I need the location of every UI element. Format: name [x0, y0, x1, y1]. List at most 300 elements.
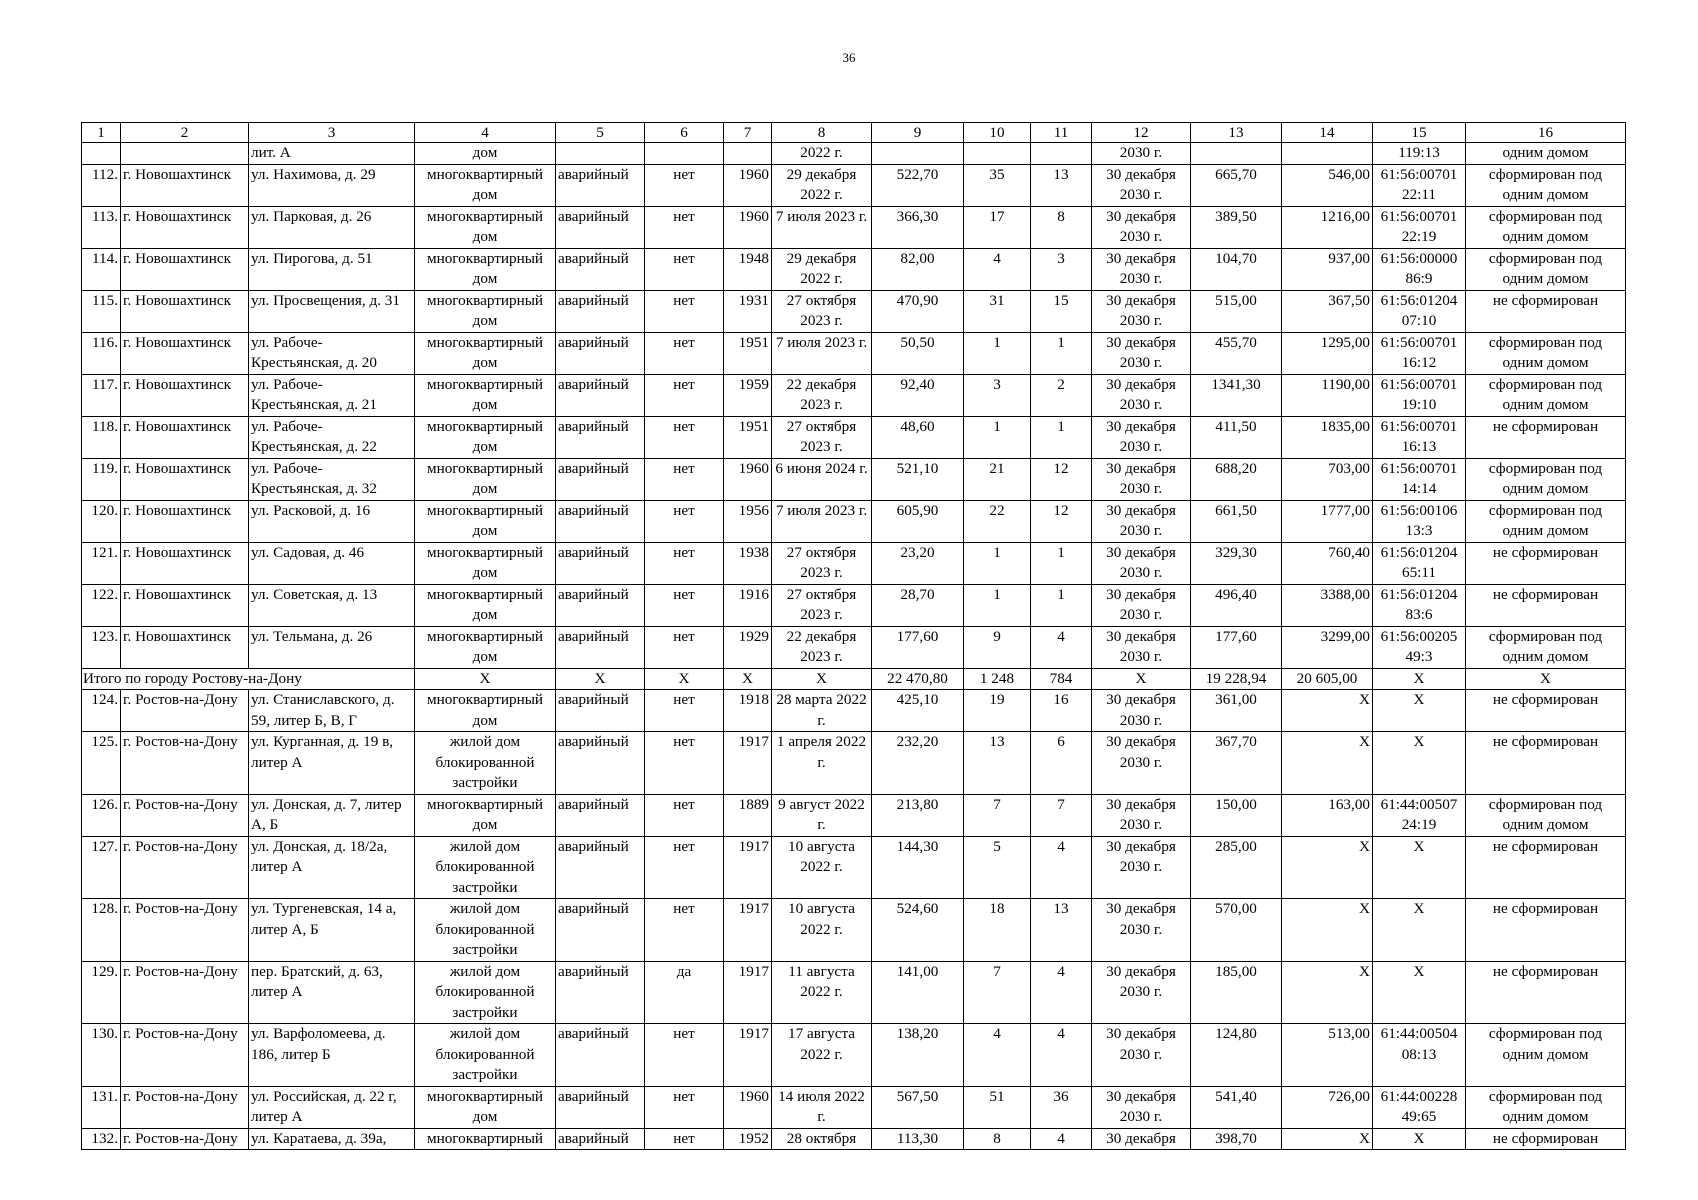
recognition-date: 17 августа 2022 г.	[772, 1024, 872, 1087]
subtotal-label: Итого по городу Ростову-на-Дону	[82, 668, 415, 690]
recognition-date: 28 октября	[772, 1128, 872, 1150]
subtotal-value: Х	[645, 668, 724, 690]
flats: 13	[1031, 164, 1092, 206]
land-status: сформирован под одним домом	[1466, 164, 1626, 206]
flats: 3	[1031, 248, 1092, 290]
residents: 5	[964, 836, 1031, 899]
flats: 1	[1031, 416, 1092, 458]
flag: нет	[645, 836, 724, 899]
flats	[1031, 143, 1092, 165]
city: г. Ростов-на-Дону	[121, 836, 249, 899]
condition: аварийный	[556, 416, 645, 458]
land-area: 541,40	[1191, 1086, 1282, 1128]
land-status: не сформирован	[1466, 1128, 1626, 1150]
cell-14: Х	[1282, 690, 1373, 732]
land-status: сформирован под одним домом	[1466, 1086, 1626, 1128]
building-type: многоквартирный дом	[415, 458, 556, 500]
land-area: 285,00	[1191, 836, 1282, 899]
cell-14: Х	[1282, 836, 1373, 899]
address: ул. Российская, д. 22 г, литер А	[249, 1086, 415, 1128]
condition: аварийный	[556, 836, 645, 899]
flag	[645, 143, 724, 165]
land-status: не сформирован	[1466, 961, 1626, 1024]
land-status: сформирован под одним домом	[1466, 500, 1626, 542]
area	[872, 143, 964, 165]
land-status: сформирован под одним домом	[1466, 206, 1626, 248]
resettlement-date: 30 декабря 2030 г.	[1092, 290, 1191, 332]
city: г. Новошахтинск	[121, 374, 249, 416]
address: ул. Расковой, д. 16	[249, 500, 415, 542]
condition: аварийный	[556, 626, 645, 668]
area: 92,40	[872, 374, 964, 416]
land-status: сформирован под одним домом	[1466, 794, 1626, 836]
column-number: 16	[1466, 123, 1626, 143]
table-row	[82, 206, 1626, 248]
area: 213,80	[872, 794, 964, 836]
year: 1917	[724, 732, 772, 795]
table-row	[82, 500, 1626, 542]
table-body	[82, 123, 1626, 1150]
condition: аварийный	[556, 374, 645, 416]
recognition-date: 10 августа 2022 г.	[772, 836, 872, 899]
year: 1918	[724, 690, 772, 732]
year: 1917	[724, 836, 772, 899]
row-number: 126.	[82, 794, 121, 836]
condition: аварийный	[556, 290, 645, 332]
flats: 1	[1031, 542, 1092, 584]
recognition-date: 2022 г.	[772, 143, 872, 165]
year: 1960	[724, 458, 772, 500]
flag: нет	[645, 1086, 724, 1128]
cell-14: 3388,00	[1282, 584, 1373, 626]
row-number	[82, 143, 121, 165]
residents: 1	[964, 416, 1031, 458]
cadastral-number: Х	[1373, 690, 1466, 732]
cadastral-number: 61:56:00106 13:3	[1373, 500, 1466, 542]
residents: 19	[964, 690, 1031, 732]
table-row	[82, 690, 1626, 732]
cell-14	[1282, 143, 1373, 165]
resettlement-date: 30 декабря 2030 г.	[1092, 732, 1191, 795]
land-status: сформирован под одним домом	[1466, 374, 1626, 416]
cell-14: 937,00	[1282, 248, 1373, 290]
row-number: 127.	[82, 836, 121, 899]
column-number: 13	[1191, 123, 1282, 143]
cadastral-number: 61:56:00205 49:3	[1373, 626, 1466, 668]
building-type: многоквартирный дом	[415, 794, 556, 836]
city: г. Новошахтинск	[121, 626, 249, 668]
building-type: многоквартирный дом	[415, 690, 556, 732]
column-numbers-row	[82, 123, 1626, 143]
row-number: 113.	[82, 206, 121, 248]
flag: нет	[645, 899, 724, 962]
table-row	[82, 732, 1626, 795]
building-type: многоквартирный дом	[415, 416, 556, 458]
row-number: 130.	[82, 1024, 121, 1087]
area: 524,60	[872, 899, 964, 962]
row-number: 116.	[82, 332, 121, 374]
land-status: не сформирован	[1466, 290, 1626, 332]
cadastral-number: Х	[1373, 899, 1466, 962]
area: 82,00	[872, 248, 964, 290]
table-row	[82, 416, 1626, 458]
condition: аварийный	[556, 899, 645, 962]
condition: аварийный	[556, 690, 645, 732]
city: г. Новошахтинск	[121, 206, 249, 248]
recognition-date: 7 июля 2023 г.	[772, 500, 872, 542]
land-area: 661,50	[1191, 500, 1282, 542]
recognition-date: 22 декабря 2023 г.	[772, 626, 872, 668]
flag: нет	[645, 458, 724, 500]
subtotal-value: Х	[1373, 668, 1466, 690]
cadastral-number: Х	[1373, 836, 1466, 899]
flag: нет	[645, 690, 724, 732]
subtotal-value: Х	[415, 668, 556, 690]
cell-14: Х	[1282, 961, 1373, 1024]
condition: аварийный	[556, 500, 645, 542]
residents: 31	[964, 290, 1031, 332]
condition: аварийный	[556, 732, 645, 795]
city	[121, 143, 249, 165]
cadastral-number: 61:56:01204 83:6	[1373, 584, 1466, 626]
land-area: 455,70	[1191, 332, 1282, 374]
land-status: не сформирован	[1466, 899, 1626, 962]
residents: 1	[964, 332, 1031, 374]
cell-14: 3299,00	[1282, 626, 1373, 668]
address: ул. Садовая, д. 46	[249, 542, 415, 584]
address: ул. Парковая, д. 26	[249, 206, 415, 248]
land-area: 367,70	[1191, 732, 1282, 795]
resettlement-date: 30 декабря 2030 г.	[1092, 458, 1191, 500]
area: 144,30	[872, 836, 964, 899]
recognition-date: 1 апреля 2022 г.	[772, 732, 872, 795]
city: г. Ростов-на-Дону	[121, 732, 249, 795]
residents	[964, 143, 1031, 165]
recognition-date: 11 августа 2022 г.	[772, 961, 872, 1024]
city: г. Новошахтинск	[121, 458, 249, 500]
resettlement-date: 30 декабря	[1092, 1128, 1191, 1150]
row-number: 128.	[82, 899, 121, 962]
row-number: 124.	[82, 690, 121, 732]
row-number: 119.	[82, 458, 121, 500]
year: 1960	[724, 206, 772, 248]
resettlement-date: 30 декабря 2030 г.	[1092, 206, 1191, 248]
condition: аварийный	[556, 206, 645, 248]
city: г. Ростов-на-Дону	[121, 1024, 249, 1087]
city: г. Новошахтинск	[121, 542, 249, 584]
cell-14: 513,00	[1282, 1024, 1373, 1087]
year: 1889	[724, 794, 772, 836]
column-number: 4	[415, 123, 556, 143]
land-area	[1191, 143, 1282, 165]
cell-14: 1835,00	[1282, 416, 1373, 458]
land-area: 361,00	[1191, 690, 1282, 732]
cell-14: 760,40	[1282, 542, 1373, 584]
area: 28,70	[872, 584, 964, 626]
row-number: 132.	[82, 1128, 121, 1150]
column-number: 1	[82, 123, 121, 143]
flats: 36	[1031, 1086, 1092, 1128]
city: г. Новошахтинск	[121, 584, 249, 626]
cadastral-number: 119:13	[1373, 143, 1466, 165]
column-number: 10	[964, 123, 1031, 143]
column-number: 5	[556, 123, 645, 143]
resettlement-date: 2030 г.	[1092, 143, 1191, 165]
address: пер. Братский, д. 63, литер А	[249, 961, 415, 1024]
area: 521,10	[872, 458, 964, 500]
recognition-date: 7 июля 2023 г.	[772, 206, 872, 248]
city: г. Ростов-на-Дону	[121, 690, 249, 732]
cadastral-number: 61:56:01204 65:11	[1373, 542, 1466, 584]
cell-14: 726,00	[1282, 1086, 1373, 1128]
flats: 16	[1031, 690, 1092, 732]
resettlement-date: 30 декабря 2030 г.	[1092, 332, 1191, 374]
subtotal-value: 1 248	[964, 668, 1031, 690]
land-area: 496,40	[1191, 584, 1282, 626]
recognition-date: 27 октября 2023 г.	[772, 542, 872, 584]
land-status: не сформирован	[1466, 584, 1626, 626]
city: г. Ростов-на-Дону	[121, 899, 249, 962]
resettlement-date: 30 декабря 2030 г.	[1092, 794, 1191, 836]
residents: 4	[964, 1024, 1031, 1087]
recognition-date: 27 октября 2023 г.	[772, 416, 872, 458]
condition: аварийный	[556, 542, 645, 584]
year: 1959	[724, 374, 772, 416]
resettlement-date: 30 декабря 2030 г.	[1092, 836, 1191, 899]
land-area: 688,20	[1191, 458, 1282, 500]
flats: 15	[1031, 290, 1092, 332]
residents: 51	[964, 1086, 1031, 1128]
condition	[556, 143, 645, 165]
building-type: жилой дом блокированной застройки	[415, 1024, 556, 1087]
cadastral-number: 61:56:00000 86:9	[1373, 248, 1466, 290]
condition: аварийный	[556, 1024, 645, 1087]
land-area: 185,00	[1191, 961, 1282, 1024]
cell-14: 1777,00	[1282, 500, 1373, 542]
cell-14: 367,50	[1282, 290, 1373, 332]
address: ул. Рабоче-Крестьянская, д. 22	[249, 416, 415, 458]
area: 177,60	[872, 626, 964, 668]
subtotal-value: Х	[556, 668, 645, 690]
condition: аварийный	[556, 961, 645, 1024]
building-type: дом	[415, 143, 556, 165]
table-row	[82, 961, 1626, 1024]
flag: нет	[645, 416, 724, 458]
area: 23,20	[872, 542, 964, 584]
land-status: сформирован под одним домом	[1466, 458, 1626, 500]
subtotal-value: 19 228,94	[1191, 668, 1282, 690]
table-row	[82, 836, 1626, 899]
building-type: многоквартирный дом	[415, 332, 556, 374]
cadastral-number: 61:56:00701 19:10	[1373, 374, 1466, 416]
residents: 21	[964, 458, 1031, 500]
recognition-date: 9 август 2022 г.	[772, 794, 872, 836]
building-type: многоквартирный дом	[415, 248, 556, 290]
land-area: 665,70	[1191, 164, 1282, 206]
residents: 35	[964, 164, 1031, 206]
flag: нет	[645, 374, 724, 416]
year: 1960	[724, 164, 772, 206]
row-number: 131.	[82, 1086, 121, 1128]
area: 567,50	[872, 1086, 964, 1128]
resettlement-date: 30 декабря 2030 г.	[1092, 584, 1191, 626]
building-type: жилой дом блокированной застройки	[415, 961, 556, 1024]
land-area: 329,30	[1191, 542, 1282, 584]
flats: 1	[1031, 332, 1092, 374]
resettlement-date: 30 декабря 2030 г.	[1092, 690, 1191, 732]
subtotal-row	[82, 668, 1626, 690]
address: ул. Просвещения, д. 31	[249, 290, 415, 332]
building-type: многоквартирный дом	[415, 164, 556, 206]
address: ул. Курганная, д. 19 в, литер А	[249, 732, 415, 795]
recognition-date: 22 декабря 2023 г.	[772, 374, 872, 416]
cadastral-number: Х	[1373, 961, 1466, 1024]
recognition-date: 7 июля 2023 г.	[772, 332, 872, 374]
land-status: не сформирован	[1466, 690, 1626, 732]
year: 1916	[724, 584, 772, 626]
land-status: не сформирован	[1466, 542, 1626, 584]
row-number: 112.	[82, 164, 121, 206]
table-row	[82, 1024, 1626, 1087]
residents: 7	[964, 961, 1031, 1024]
land-area: 177,60	[1191, 626, 1282, 668]
cadastral-number: 61:44:00228 49:65	[1373, 1086, 1466, 1128]
building-type: многоквартирный дом	[415, 542, 556, 584]
table-row	[82, 1086, 1626, 1128]
column-number: 14	[1282, 123, 1373, 143]
resettlement-date: 30 декабря 2030 г.	[1092, 500, 1191, 542]
cadastral-number: 61:56:00701 22:19	[1373, 206, 1466, 248]
flag: нет	[645, 248, 724, 290]
table-row	[82, 1128, 1626, 1150]
residents: 18	[964, 899, 1031, 962]
recognition-date: 6 июня 2024 г.	[772, 458, 872, 500]
building-type: многоквартирный дом	[415, 374, 556, 416]
year	[724, 143, 772, 165]
building-type: многоквартирный дом	[415, 500, 556, 542]
city: г. Ростов-на-Дону	[121, 794, 249, 836]
cadastral-number: 61:44:00507 24:19	[1373, 794, 1466, 836]
column-number: 3	[249, 123, 415, 143]
land-area: 389,50	[1191, 206, 1282, 248]
flats: 12	[1031, 500, 1092, 542]
land-area: 124,80	[1191, 1024, 1282, 1087]
year: 1917	[724, 899, 772, 962]
subtotal-value: 784	[1031, 668, 1092, 690]
flats: 6	[1031, 732, 1092, 795]
row-number: 121.	[82, 542, 121, 584]
column-number: 15	[1373, 123, 1466, 143]
cell-14: 1190,00	[1282, 374, 1373, 416]
cadastral-number: Х	[1373, 1128, 1466, 1150]
row-number: 114.	[82, 248, 121, 290]
row-number: 118.	[82, 416, 121, 458]
year: 1929	[724, 626, 772, 668]
cadastral-number: 61:56:01204 07:10	[1373, 290, 1466, 332]
resettlement-date: 30 декабря 2030 г.	[1092, 626, 1191, 668]
year: 1931	[724, 290, 772, 332]
address: ул. Нахимова, д. 29	[249, 164, 415, 206]
subtotal-value: Х	[724, 668, 772, 690]
building-type: многоквартирный дом	[415, 584, 556, 626]
area: 113,30	[872, 1128, 964, 1150]
building-type: многоквартирный дом	[415, 206, 556, 248]
area: 50,50	[872, 332, 964, 374]
condition: аварийный	[556, 164, 645, 206]
flag: нет	[645, 584, 724, 626]
cadastral-number: 61:56:00701 16:12	[1373, 332, 1466, 374]
area: 138,20	[872, 1024, 964, 1087]
cell-14: 546,00	[1282, 164, 1373, 206]
land-status: сформирован под одним домом	[1466, 1024, 1626, 1087]
address: ул. Советская, д. 13	[249, 584, 415, 626]
flats: 4	[1031, 836, 1092, 899]
city: г. Новошахтинск	[121, 500, 249, 542]
condition: аварийный	[556, 794, 645, 836]
table-row	[82, 332, 1626, 374]
area: 366,30	[872, 206, 964, 248]
flag: нет	[645, 1024, 724, 1087]
residents: 7	[964, 794, 1031, 836]
condition: аварийный	[556, 332, 645, 374]
residents: 17	[964, 206, 1031, 248]
residents: 9	[964, 626, 1031, 668]
condition: аварийный	[556, 458, 645, 500]
cell-14: Х	[1282, 732, 1373, 795]
year: 1951	[724, 332, 772, 374]
cadastral-number: 61:56:00701 16:13	[1373, 416, 1466, 458]
table-row	[82, 290, 1626, 332]
flats: 4	[1031, 626, 1092, 668]
flats: 4	[1031, 1024, 1092, 1087]
recognition-date: 29 декабря 2022 г.	[772, 164, 872, 206]
city: г. Новошахтинск	[121, 332, 249, 374]
resettlement-date: 30 декабря 2030 г.	[1092, 416, 1191, 458]
condition: аварийный	[556, 584, 645, 626]
cadastral-number: 61:56:00701 14:14	[1373, 458, 1466, 500]
table-row	[82, 584, 1626, 626]
land-status: сформирован под одним домом	[1466, 626, 1626, 668]
row-number: 117.	[82, 374, 121, 416]
flag: нет	[645, 500, 724, 542]
year: 1917	[724, 961, 772, 1024]
flats: 12	[1031, 458, 1092, 500]
city: г. Новошахтинск	[121, 290, 249, 332]
resettlement-date: 30 декабря 2030 г.	[1092, 248, 1191, 290]
area: 605,90	[872, 500, 964, 542]
cell-14: 1216,00	[1282, 206, 1373, 248]
land-area: 104,70	[1191, 248, 1282, 290]
row-number: 115.	[82, 290, 121, 332]
cell-14: Х	[1282, 1128, 1373, 1150]
land-area: 570,00	[1191, 899, 1282, 962]
land-status: не сформирован	[1466, 732, 1626, 795]
flats: 7	[1031, 794, 1092, 836]
flag: нет	[645, 794, 724, 836]
subtotal-value: Х	[1092, 668, 1191, 690]
area: 470,90	[872, 290, 964, 332]
address: ул. Рабоче-Крестьянская, д. 21	[249, 374, 415, 416]
flag: нет	[645, 290, 724, 332]
area: 141,00	[872, 961, 964, 1024]
residents: 1	[964, 584, 1031, 626]
table-row	[82, 143, 1626, 165]
table-row	[82, 542, 1626, 584]
building-type: жилой дом блокированной застройки	[415, 899, 556, 962]
resettlement-date: 30 декабря 2030 г.	[1092, 542, 1191, 584]
resettlement-date: 30 декабря 2030 г.	[1092, 164, 1191, 206]
building-type: жилой дом блокированной застройки	[415, 836, 556, 899]
